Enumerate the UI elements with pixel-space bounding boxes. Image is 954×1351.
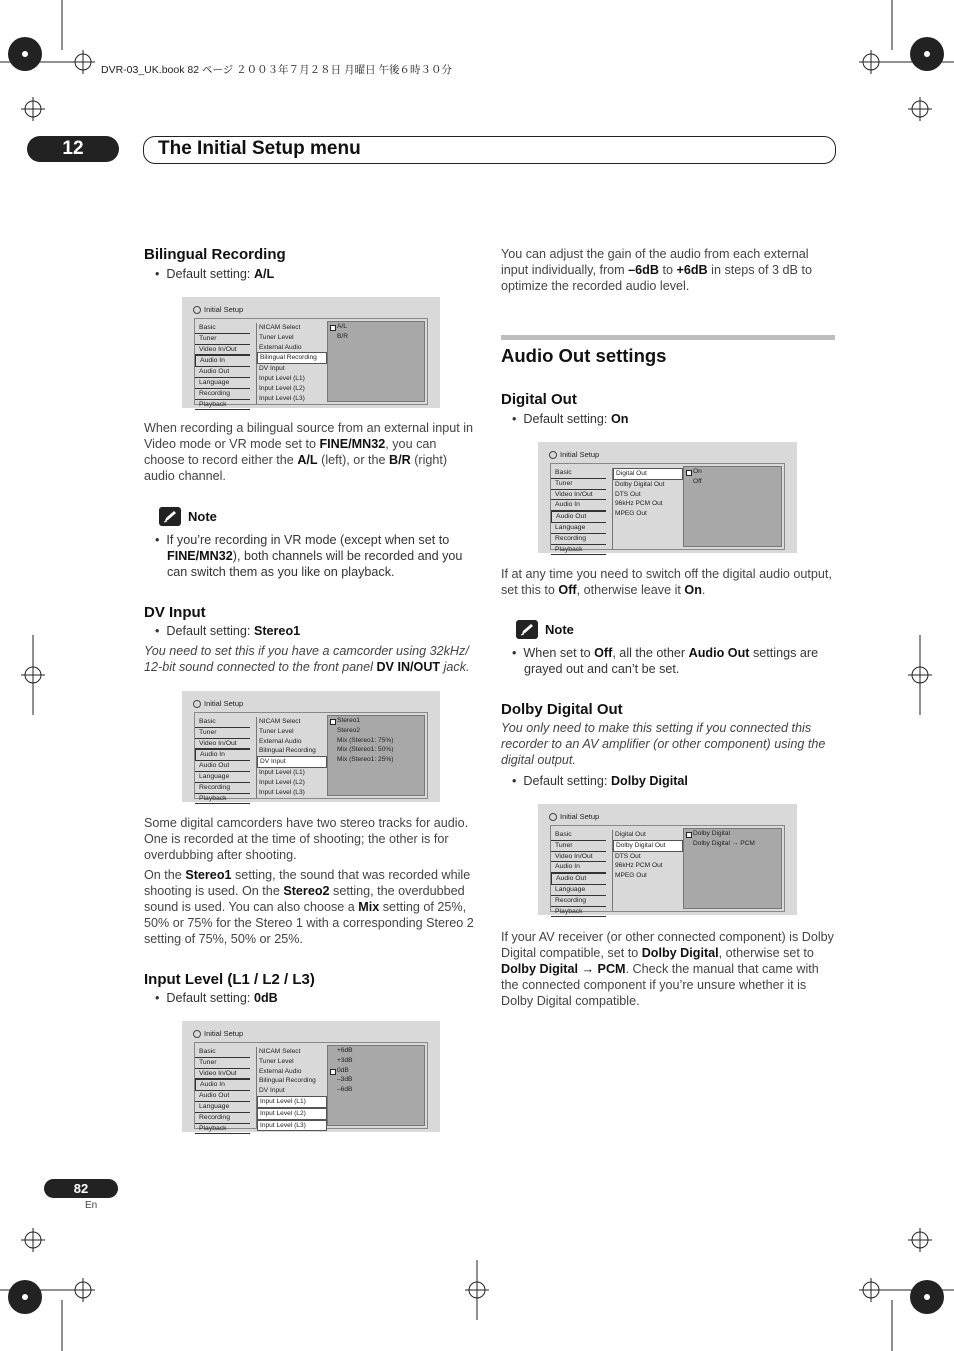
submenu-item[interactable]: NICAM Select [259, 1048, 301, 1055]
chapter-title: The Initial Setup menu [158, 138, 361, 159]
menu-item[interactable]: Playback [551, 907, 606, 918]
option-item[interactable]: On [684, 467, 781, 477]
submenu-item[interactable]: DTS Out [615, 852, 641, 860]
submenu-item[interactable]: Dolby Digital Out [613, 840, 683, 852]
submenu-item[interactable]: External Audio [259, 1067, 302, 1075]
submenu-item[interactable]: Input Level (L2) [257, 1108, 327, 1120]
bilingual-default: • Default setting: A/L [155, 267, 275, 281]
menu-item[interactable]: Language [195, 1102, 250, 1113]
submenu-item[interactable]: DV Input [257, 756, 327, 768]
menu-item[interactable]: Playback [551, 545, 606, 556]
submenu-item[interactable]: 96kHz PCM Out [615, 500, 663, 508]
option-item[interactable]: +6dB [337, 1047, 353, 1054]
page-number: 82 [44, 1179, 118, 1198]
submenu-item[interactable]: Input Level (L3) [259, 394, 305, 402]
note-label: Note [545, 622, 574, 637]
submenu-item[interactable]: Bilingual Recording [259, 1077, 316, 1085]
submenu-item[interactable]: Input Level (L2) [259, 384, 305, 392]
disc-icon [193, 700, 201, 708]
menu-item[interactable]: Recording [551, 534, 606, 545]
submenu-item[interactable]: MPEG Out [615, 510, 647, 518]
screen-bilingual [182, 297, 440, 408]
file-meta: DVR-03_UK.book 82 ページ ２００３年７月２８日 月曜日 午後６時３０分 [101, 64, 453, 76]
menu-item[interactable]: Language [551, 885, 606, 896]
input-level-paragraph: You can adjust the gain of the audio from each external input individually, from –6dB to +6dB in steps of 3 dB to optimize the recorded audio level. [501, 247, 812, 293]
submenu-item[interactable]: Input Level (L1) [259, 374, 305, 382]
input-level-default: • Default setting: 0dB [155, 991, 278, 1005]
pencil-note-icon [159, 507, 181, 526]
digital-out-heading: Digital Out [501, 391, 577, 408]
submenu-item[interactable]: Bilingual Recording [259, 747, 316, 755]
section-rule [501, 335, 835, 340]
menu-item[interactable]: Audio In [195, 749, 250, 761]
screen-title: Initial Setup [549, 812, 599, 821]
digital-out-default: • Default setting: On [512, 412, 629, 426]
submenu-item[interactable]: 96kHz PCM Out [615, 862, 663, 870]
menu-item[interactable]: Video In/Out [195, 1069, 250, 1080]
submenu-item[interactable]: Tuner Level [259, 1057, 294, 1065]
menu-item[interactable]: Recording [195, 1113, 250, 1124]
submenu-item[interactable]: Input Level (L3) [259, 788, 305, 796]
audio-out-heading: Audio Out settings [501, 345, 667, 366]
bilingual-heading: Bilingual Recording [144, 246, 286, 263]
submenu-item[interactable]: Dolby Digital Out [615, 480, 665, 488]
note-header [159, 507, 217, 526]
option-item[interactable]: Stereo2 [337, 726, 361, 734]
menu-item[interactable]: Audio In [195, 355, 250, 367]
dv-input-italic-note: You need to set this if you have a camcorder using 32kHz/ 12-bit sound connected to the front panel DV IN/OUT jack. [144, 644, 470, 674]
menu-item[interactable]: Video In/Out [551, 490, 606, 501]
screen-title: Initial Setup [193, 1029, 243, 1038]
digital-out-note-text: • When set to Off, all the other Audio Out settings are grayed out and can’t be set. [512, 646, 819, 676]
menu-item[interactable]: Video In/Out [195, 739, 250, 750]
menu-item[interactable]: Playback [195, 400, 250, 411]
menu-item[interactable]: Basic [551, 830, 606, 841]
submenu-item[interactable]: DTS Out [615, 490, 641, 498]
menu-item[interactable]: Audio In [551, 862, 606, 873]
screen-title: Initial Setup [193, 699, 243, 708]
menu-item[interactable]: Playback [195, 794, 250, 805]
menu-item[interactable]: Audio In [195, 1079, 250, 1091]
option-item[interactable]: Dolby Digital [684, 829, 781, 839]
pencil-note-icon [516, 620, 538, 639]
option-item[interactable]: –3dB [337, 1076, 353, 1084]
menu-item[interactable]: Tuner [195, 1058, 250, 1069]
note-header [516, 620, 574, 639]
option-item[interactable]: A/L [328, 322, 424, 332]
option-item[interactable]: B/R [337, 332, 348, 340]
submenu-item[interactable]: Tuner Level [259, 727, 294, 735]
menu-item[interactable]: Language [195, 378, 250, 389]
menu-item[interactable]: Audio Out [551, 873, 606, 885]
screen-dv-input [182, 691, 440, 802]
submenu-item[interactable]: Input Level (L1) [259, 768, 305, 776]
dv-input-default: • Default setting: Stereo1 [155, 624, 301, 638]
option-item[interactable]: Stereo1 [328, 716, 424, 726]
submenu-item[interactable]: NICAM Select [259, 718, 301, 725]
option-item[interactable]: Mix (Stereo1: 25%) [337, 756, 394, 764]
menu-item[interactable]: Basic [195, 1047, 250, 1058]
menu-item[interactable]: Language [551, 523, 606, 534]
submenu-item[interactable]: DV Input [259, 365, 285, 373]
dolby-italic-note: You only need to make this setting if you connected this recorder to an AV amplifier (or other component) using the digital output. [501, 721, 826, 767]
menu-item[interactable]: Recording [195, 389, 250, 400]
submenu-item[interactable]: Input Level (L3) [257, 1120, 327, 1132]
dv-input-paragraph-1: Some digital camcorders have two stereo tracks for audio. One is recorded at the time of shooting; the other is for overdubbing after shooting. [144, 816, 469, 862]
chapter-number: 12 [27, 136, 119, 162]
submenu-item[interactable]: Bilingual Recording [257, 352, 327, 364]
submenu-item[interactable]: Digital Out [615, 831, 646, 838]
option-item[interactable]: Dolby Digital → PCM [693, 839, 755, 847]
submenu-item[interactable]: External Audio [259, 737, 302, 745]
menu-item[interactable]: Audio Out [551, 511, 606, 523]
disc-icon [193, 1030, 201, 1038]
menu-item[interactable]: Recording [551, 896, 606, 907]
submenu-item[interactable]: Input Level (L1) [257, 1096, 327, 1108]
disc-icon [549, 813, 557, 821]
digital-out-paragraph: If at any time you need to switch off the digital audio output, set this to Off, otherwise leave it On. [501, 567, 832, 597]
option-item[interactable]: Mix (Stereo1: 75%) [337, 736, 394, 744]
note-label: Note [188, 509, 217, 524]
dolby-paragraph: If your AV receiver (or other connected component) is Dolby Digital compatible, set to Dolby Digital, otherwise set to Dolby Digital → PCM. Check the manual that came with the connected component if you’re unsure whether it is Dolby Digital compatible. [501, 930, 834, 1008]
option-item[interactable]: +3dB [337, 1056, 353, 1064]
screen-title: Initial Setup [193, 305, 243, 314]
menu-item[interactable]: Basic [551, 468, 606, 479]
menu-item[interactable]: Recording [195, 783, 250, 794]
screen-title: Initial Setup [549, 450, 599, 459]
menu-item[interactable]: Tuner [195, 334, 250, 345]
menu-item[interactable]: Video In/Out [551, 852, 606, 863]
menu-item[interactable]: Tuner [195, 728, 250, 739]
dv-input-heading: DV Input [144, 604, 206, 621]
bilingual-paragraph: When recording a bilingual source from an external input in Video mode or VR mode set to FINE/MN32, you can choose to record either the A/L (left), or the B/R (right) audio channel. [144, 421, 474, 483]
submenu-item[interactable]: Input Level (L2) [259, 778, 305, 786]
menu-item[interactable]: Basic [195, 717, 250, 728]
menu-item[interactable]: Playback [195, 1124, 250, 1135]
submenu-item[interactable]: DV Input [259, 1087, 285, 1095]
dolby-default: • Default setting: Dolby Digital [512, 774, 688, 788]
option-item[interactable]: 0dB [328, 1066, 424, 1076]
option-item[interactable]: Off [693, 477, 702, 485]
menu-item[interactable]: Tuner [551, 841, 606, 852]
option-item[interactable]: Mix (Stereo1: 50%) [337, 746, 394, 754]
submenu-item[interactable]: External Audio [259, 343, 302, 351]
submenu-item[interactable]: Tuner Level [259, 333, 294, 341]
menu-item[interactable]: Language [195, 772, 250, 783]
input-level-heading: Input Level (L1 / L2 / L3) [144, 971, 315, 988]
submenu-item[interactable]: NICAM Select [259, 324, 301, 331]
option-item[interactable]: –6dB [337, 1086, 353, 1094]
menu-item[interactable]: Tuner [551, 479, 606, 490]
disc-icon [549, 451, 557, 459]
screen-digital-out [538, 442, 797, 553]
submenu-item[interactable]: MPEG Out [615, 872, 647, 880]
dv-input-paragraph-2: On the Stereo1 setting, the sound that was recorded while shooting is used. On the Stereo2 setting, the overdubbed sound is used. You can also choose a Mix setting of 25%, 50% or 75% for the Stereo 1 with a corresponding Stereo 2 setting of 75%, 50% or 25%. [144, 868, 474, 946]
language-code: En [85, 1200, 98, 1211]
menu-item[interactable]: Audio Out [195, 1091, 250, 1102]
bilingual-note-text: • If you’re recording in VR mode (except when set to FINE/MN32), both channels will be recorded and you can switch them as you like on playback. [155, 533, 463, 579]
submenu-item[interactable]: Digital Out [613, 468, 683, 480]
screen-dolby-digital-out [538, 804, 797, 915]
disc-icon [193, 306, 201, 314]
menu-item[interactable]: Video In/Out [195, 345, 250, 356]
menu-item[interactable]: Audio Out [195, 367, 250, 378]
dolby-heading: Dolby Digital Out [501, 701, 623, 718]
screen-input-level [182, 1021, 440, 1132]
menu-item[interactable]: Basic [195, 323, 250, 334]
menu-item[interactable]: Audio In [551, 500, 606, 511]
menu-item[interactable]: Audio Out [195, 761, 250, 772]
